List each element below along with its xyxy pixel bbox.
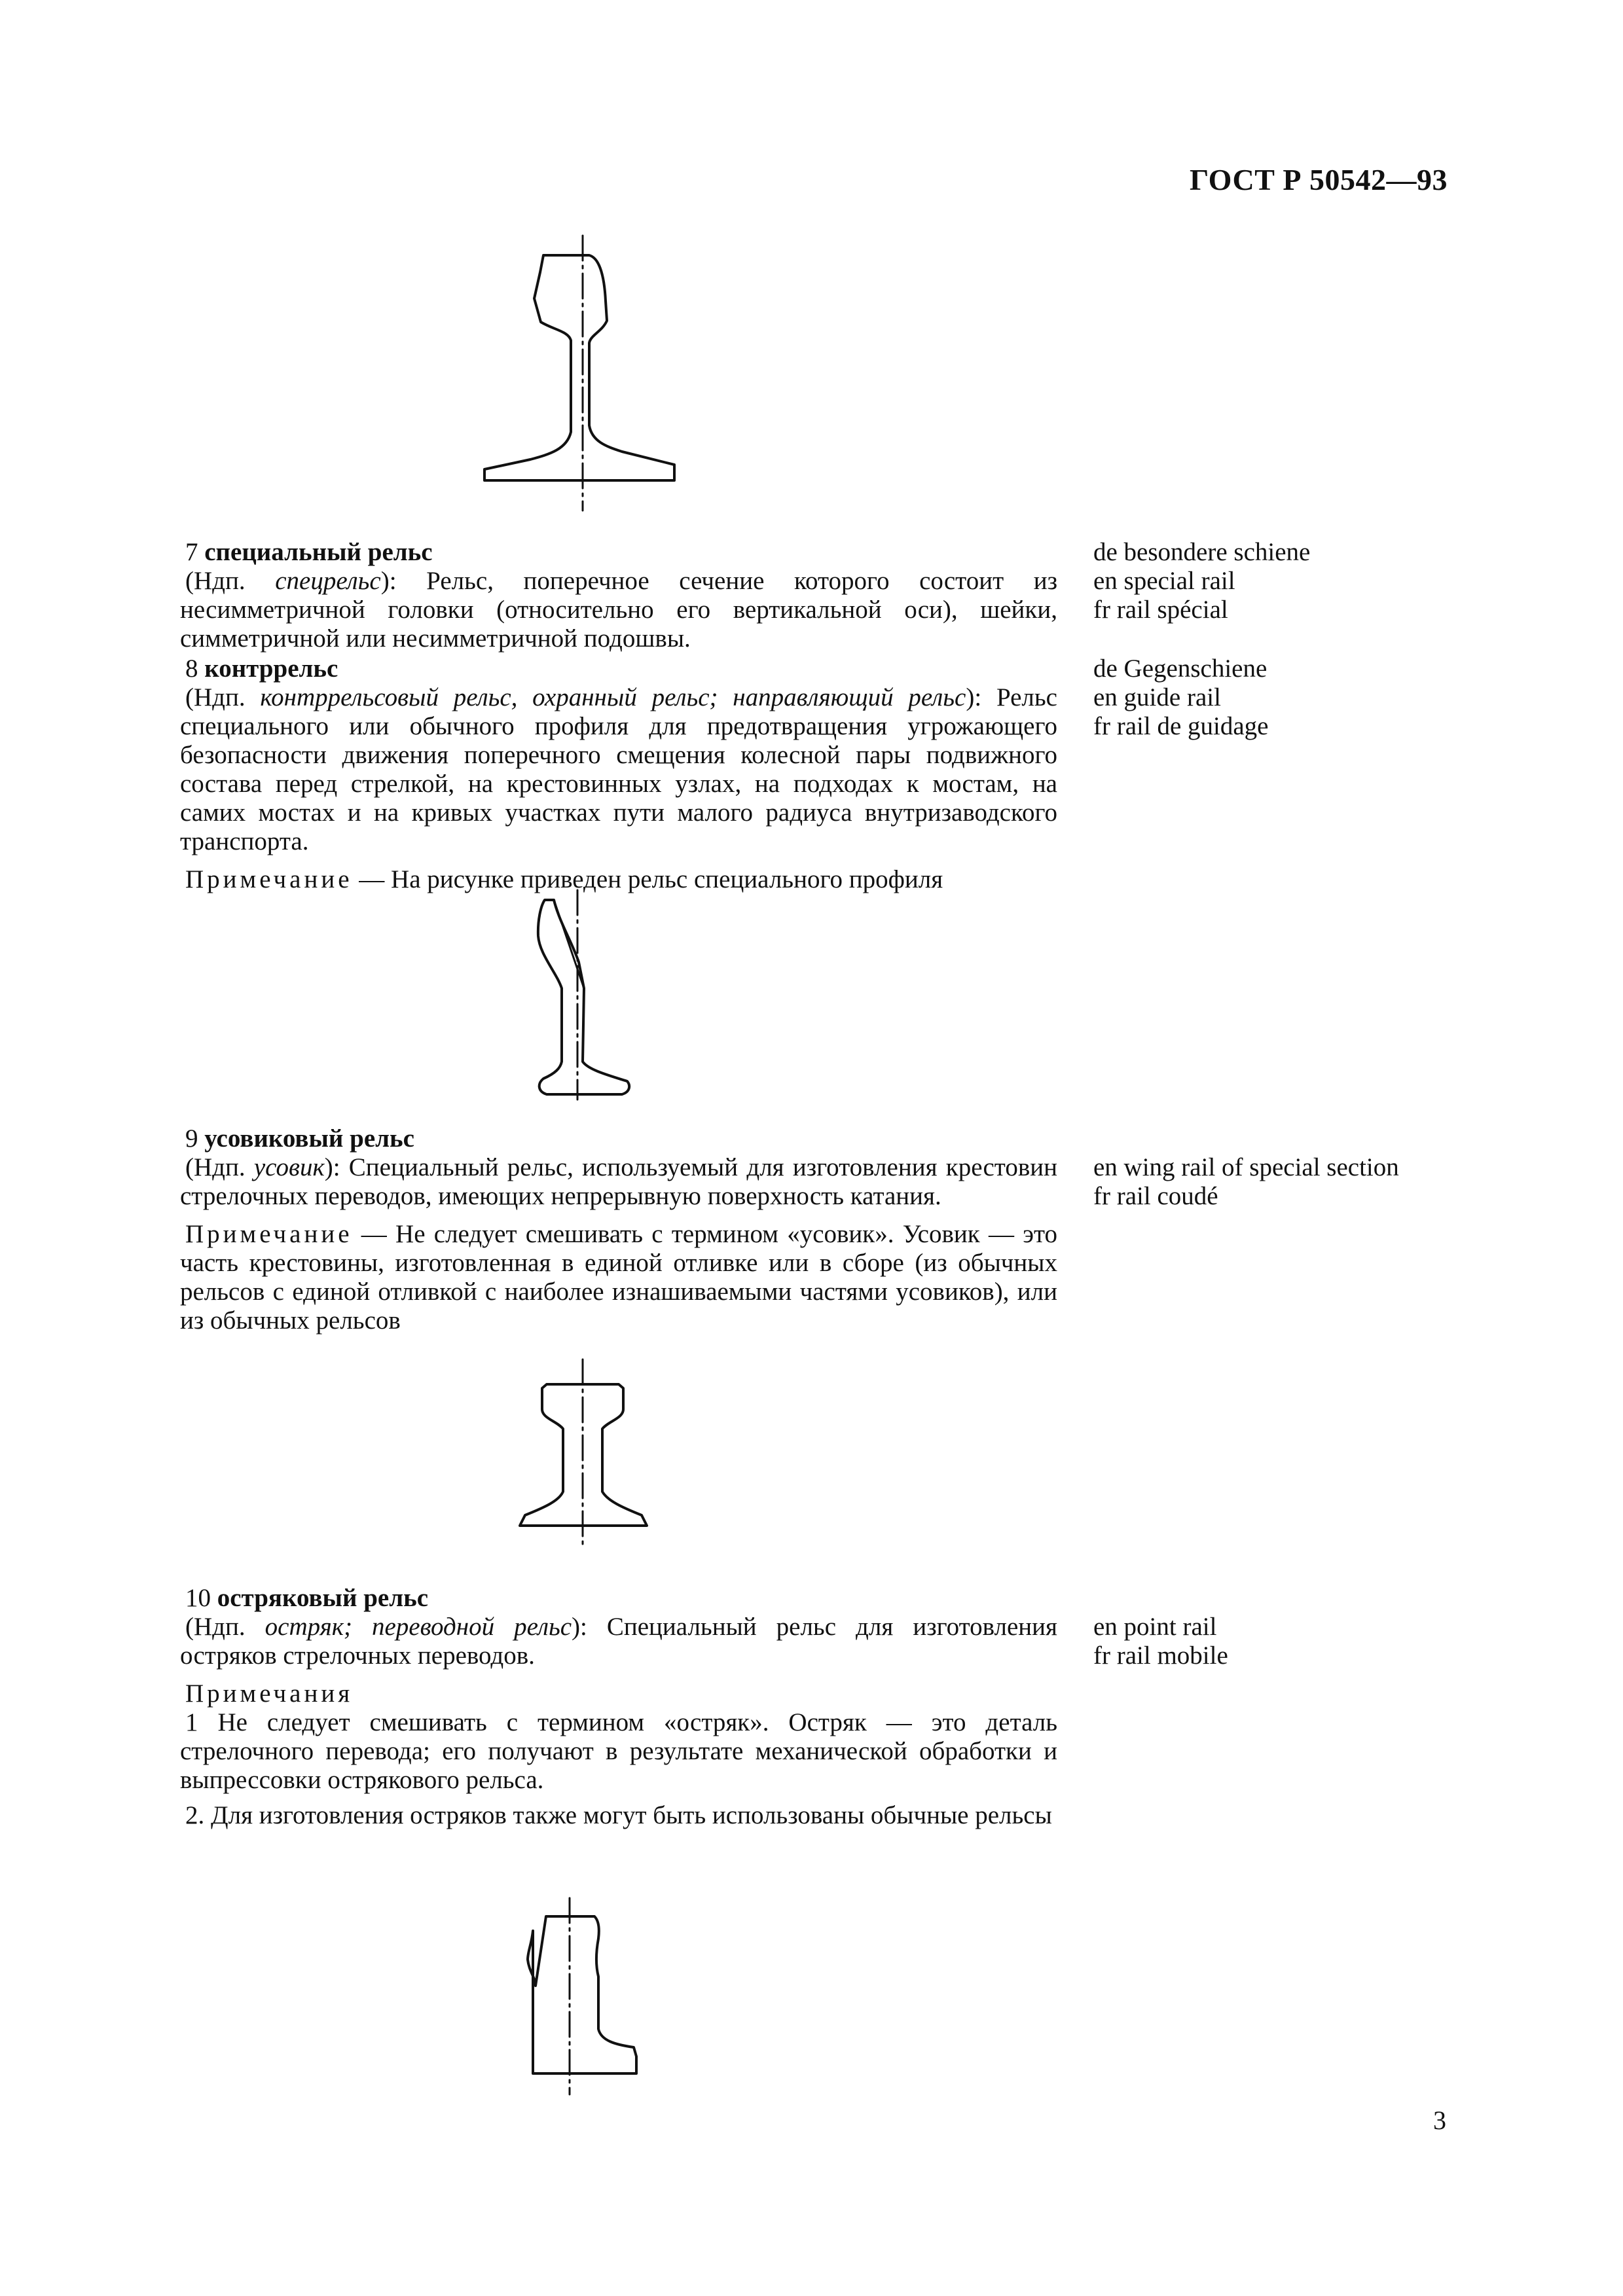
point-rail-profile-figure xyxy=(517,1898,648,2094)
guide-rail-profile-figure xyxy=(517,890,661,1100)
term-10-synonyms: остряк; переводной рельс xyxy=(264,1613,572,1641)
term-8-equivalents xyxy=(1093,655,1268,741)
term-10-notes-label: Примечания xyxy=(185,1679,354,1708)
term-10-note-1: 1 Не следует смешивать с термином «остряк». Остряк — это деталь стрелочного перевода; его получают в результате механической обработки и выпрессовки острякового рельса. xyxy=(180,1708,1057,1794)
term-10-equivalents xyxy=(1093,1613,1228,1670)
term-7-title: специальный рельс xyxy=(204,538,433,566)
term-10-syn-prefix: (Ндп. xyxy=(185,1613,265,1641)
term-10-title: остряковый рельс xyxy=(217,1584,429,1612)
equivalent-de: de besondere schiene xyxy=(1093,538,1311,566)
term-8-number: 8 xyxy=(185,655,198,683)
term-7 xyxy=(180,538,1057,653)
equivalent-fr: fr rail mobile xyxy=(1093,1641,1228,1670)
term-9-note-text: — Не следует смешивать с термином «усовик». Усовик — это часть крестовины, изготовленная в единой отливке или в сборе (из обычных рельсов с единой отливкой с наиболее изнашиваемыми частями усовиков), или из обычных рельсов xyxy=(180,1220,1057,1335)
term-7-syn-prefix: (Ндп. xyxy=(185,567,276,595)
term-8-synonyms: контррельсовый рельс, охранный рельс; направляющий рельс xyxy=(260,683,966,711)
term-7-number: 7 xyxy=(185,538,198,566)
term-8-syn-prefix: (Ндп. xyxy=(185,683,261,711)
equivalent-en: en point rail xyxy=(1093,1613,1217,1641)
term-10-definition: ): Специальный рельс для изготовления остряков стрелочных переводов. xyxy=(180,1613,1057,1670)
equivalent-fr: fr rail coudé xyxy=(1093,1182,1218,1210)
equivalent-fr: fr rail de guidage xyxy=(1093,712,1269,740)
term-7-equivalents xyxy=(1093,538,1310,624)
term-8-note-label: Примечание xyxy=(185,865,353,893)
document-header: ГОСТ Р 50542—93 xyxy=(1190,163,1448,196)
term-10 xyxy=(180,1584,1057,1830)
term-9-equivalents xyxy=(1093,1153,1399,1211)
term-9-note-label: Примечание xyxy=(185,1220,353,1248)
term-9-definition: ): Специальный рельс, используемый для изготовления крестовин стрелочных переводов, имеющих непрерывную поверхность катания. xyxy=(180,1153,1057,1210)
term-7-synonyms: спецрельс xyxy=(275,567,381,595)
term-10-note-2: 2. Для изготовления остряков также могут быть использованы обычные рельсы xyxy=(185,1801,1052,1829)
page-number: 3 xyxy=(1433,2106,1446,2135)
term-8-note-text: — На рисунке приведен рельс специального профиля xyxy=(352,865,943,893)
term-9-syn-prefix: (Ндп. xyxy=(185,1153,254,1181)
term-9-synonyms: усовик xyxy=(253,1153,325,1181)
equivalent-en: en wing rail of special section xyxy=(1093,1153,1399,1181)
term-9 xyxy=(180,1124,1057,1335)
term-9-number: 9 xyxy=(185,1124,198,1153)
term-8-title: контррельс xyxy=(204,655,338,683)
term-8 xyxy=(180,655,1057,894)
equivalent-en: en special rail xyxy=(1093,567,1235,595)
equivalent-de: de Gegenschiene xyxy=(1093,655,1267,683)
term-10-number: 10 xyxy=(185,1584,211,1612)
special-rail-profile-figure xyxy=(478,236,687,511)
equivalent-fr: fr rail spécial xyxy=(1093,596,1228,624)
term-8-definition: ): Рельс специального или обычного профиля для предотвращения угрожающего безопасности движения поперечного смещения колесной пары подвижного состава перед стрелкой, на крестовинных узлах, на подходах к мостам, на самих мостах и на кривых участках пути малого радиуса внутризаводского транспорта. xyxy=(180,683,1057,855)
equivalent-en: en guide rail xyxy=(1093,683,1221,711)
wing-rail-profile-figure xyxy=(511,1358,655,1548)
term-7-definition: ): Рельс, поперечное сечение которого состоит из несимметричной головки (относительно его вертикальной оси), шейки, симметричной или несимметричной подошвы. xyxy=(180,567,1057,653)
term-9-title: усовиковый рельс xyxy=(204,1124,414,1153)
